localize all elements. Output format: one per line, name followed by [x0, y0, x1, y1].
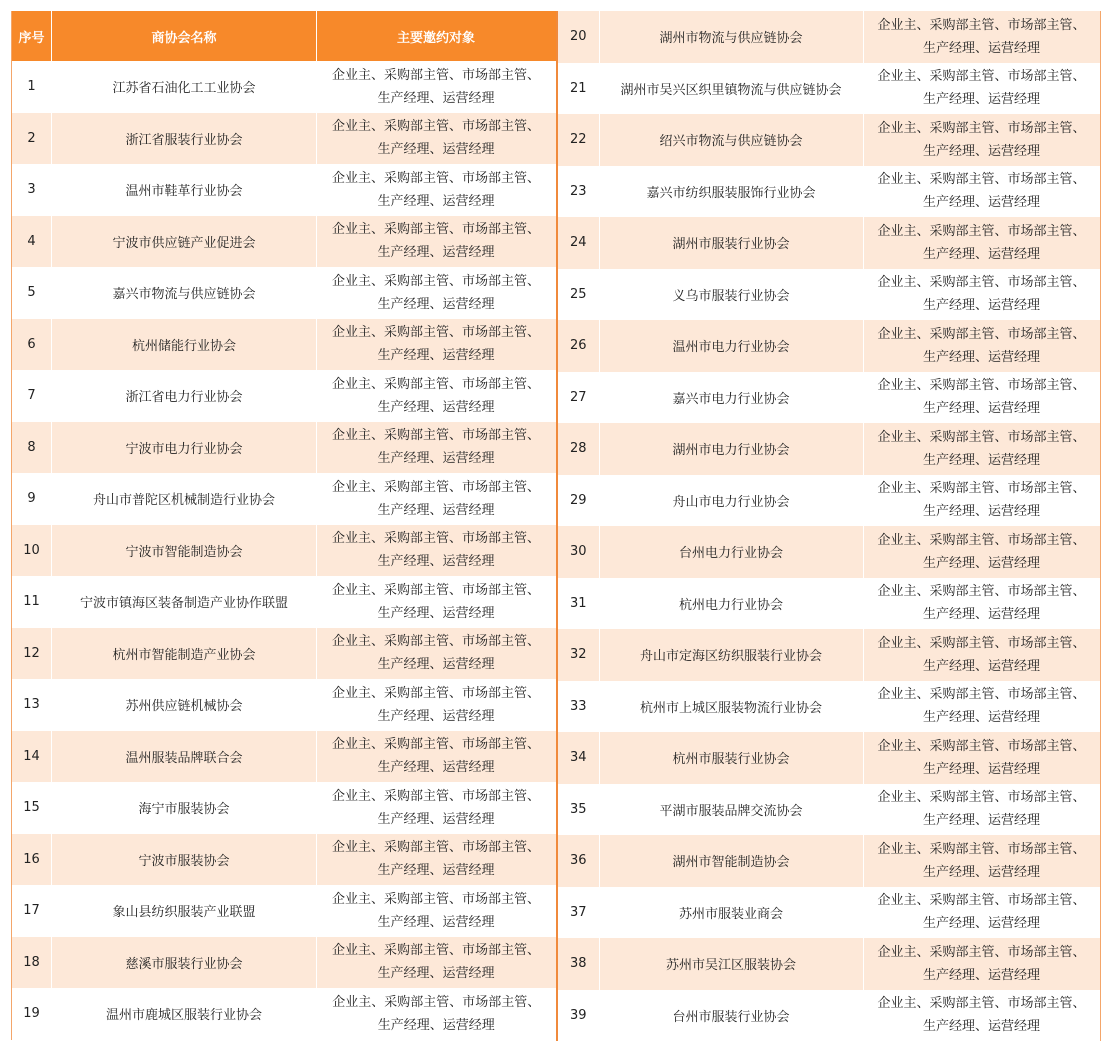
association-name: 舟山市电力行业协会	[599, 475, 863, 527]
row-number: 23	[557, 166, 599, 218]
row-number: 31	[557, 578, 599, 630]
invite-target-line2: 生产经理、运营经理	[922, 246, 1040, 262]
invite-target	[863, 990, 1100, 1042]
association-name: 绍兴市物流与供应链协会	[599, 114, 863, 166]
invite-target-line1: 企业主、采购部主管、市场部主管、	[331, 531, 540, 547]
table-row	[12, 319, 556, 371]
header-no: 序号	[12, 11, 52, 61]
association-name: 慈溪市服装行业协会	[52, 937, 317, 989]
invite-target	[317, 61, 556, 113]
row-number: 19	[12, 988, 52, 1040]
invite-target-line1: 企业主、采购部主管、市场部主管、	[331, 891, 540, 907]
table-row	[557, 423, 1100, 475]
invite-target-line1: 企业主、采购部主管、市场部主管、	[331, 170, 540, 186]
invite-target-line2: 生产经理、运营经理	[377, 348, 495, 364]
invite-target-line2: 生产经理、运营经理	[377, 811, 495, 827]
invite-target-line1: 企业主、采购部主管、市场部主管、	[331, 222, 540, 238]
invite-target	[317, 628, 556, 680]
table-row	[12, 782, 556, 834]
invite-target-line1: 企业主、采购部主管、市场部主管、	[877, 532, 1086, 548]
invite-target	[863, 269, 1100, 321]
invite-target-line1: 企业主、采购部主管、市场部主管、	[877, 69, 1086, 85]
row-number: 26	[557, 320, 599, 372]
invite-target-line1: 企业主、采购部主管、市场部主管、	[877, 223, 1086, 239]
invite-target	[317, 988, 556, 1040]
table-row	[557, 114, 1100, 166]
table-row	[557, 269, 1100, 321]
association-name: 杭州市智能制造产业协会	[52, 628, 317, 680]
association-name: 台州电力行业协会	[599, 526, 863, 578]
invite-target-line1: 企业主、采购部主管、市场部主管、	[877, 275, 1086, 291]
association-name: 湖州市服装行业协会	[599, 217, 863, 269]
association-name: 宁波市供应链产业促进会	[52, 216, 317, 268]
invite-target-line2: 生产经理、运营经理	[922, 864, 1040, 880]
table-row	[557, 217, 1100, 269]
invite-target	[317, 525, 556, 577]
row-number: 16	[12, 834, 52, 886]
invite-target-line1: 企业主、采购部主管、市场部主管、	[331, 788, 540, 804]
invite-target-line2: 生产经理、运营经理	[922, 555, 1040, 571]
table-row	[557, 835, 1100, 887]
row-number: 32	[557, 629, 599, 681]
association-name: 舟山市普陀区机械制造行业协会	[52, 473, 317, 525]
association-name: 浙江省服装行业协会	[52, 113, 317, 165]
row-number: 6	[12, 319, 52, 371]
invite-target	[863, 681, 1100, 733]
table-row	[557, 578, 1100, 630]
row-number: 7	[12, 370, 52, 422]
invite-target	[863, 475, 1100, 527]
invite-target-line2: 生产经理、运营经理	[922, 607, 1040, 623]
association-name: 苏州市吴江区服装协会	[599, 938, 863, 990]
invite-target-line2: 生产经理、运营经理	[922, 761, 1040, 777]
invite-target-line1: 企业主、采购部主管、市场部主管、	[331, 634, 540, 650]
table-row	[557, 732, 1100, 784]
table-row	[12, 988, 556, 1040]
invite-target-line2: 生产经理、运营经理	[922, 916, 1040, 932]
invite-target-line1: 企业主、采购部主管、市场部主管、	[331, 67, 540, 83]
association-name: 湖州市电力行业协会	[599, 423, 863, 475]
association-name: 宁波市智能制造协会	[52, 525, 317, 577]
invite-target-line2: 生产经理、运营经理	[922, 92, 1040, 108]
association-name: 湖州市物流与供应链协会	[599, 11, 863, 63]
table-row	[557, 63, 1100, 115]
row-number: 38	[557, 938, 599, 990]
invite-target	[317, 782, 556, 834]
row-number: 11	[12, 576, 52, 628]
table-row	[12, 834, 556, 886]
invite-target	[317, 164, 556, 216]
row-number: 20	[557, 11, 599, 63]
invite-target-line2: 生产经理、运营经理	[377, 605, 495, 621]
table-row	[12, 628, 556, 680]
invite-target-line2: 生产经理、运营经理	[377, 760, 495, 776]
table-row	[557, 887, 1100, 939]
table-row	[12, 61, 556, 113]
table-row	[12, 164, 556, 216]
invite-target	[863, 166, 1100, 218]
invite-target-line2: 生产经理、运营经理	[922, 967, 1040, 983]
invite-target	[317, 473, 556, 525]
invite-target-line2: 生产经理、运营经理	[377, 399, 495, 415]
table-row	[557, 320, 1100, 372]
invite-target-line1: 企业主、采购部主管、市场部主管、	[331, 325, 540, 341]
association-name: 嘉兴市物流与供应链协会	[52, 267, 317, 319]
invite-target-line1: 企业主、采购部主管、市场部主管、	[331, 428, 540, 444]
table-row	[557, 990, 1100, 1042]
invite-target	[317, 731, 556, 783]
invite-target-line2: 生产经理、运营经理	[922, 298, 1040, 314]
row-number: 1	[12, 61, 52, 113]
invite-target-line1: 企业主、采购部主管、市场部主管、	[877, 326, 1086, 342]
invite-target-line1: 企业主、采购部主管、市场部主管、	[331, 376, 540, 392]
table-row	[557, 475, 1100, 527]
invite-target	[863, 578, 1100, 630]
association-name: 江苏省石油化工工业协会	[52, 61, 317, 113]
association-name: 义乌市服装行业协会	[599, 269, 863, 321]
invite-target-line1: 企业主、采购部主管、市场部主管、	[877, 996, 1086, 1012]
invite-target	[317, 834, 556, 886]
row-number: 36	[557, 835, 599, 887]
row-number: 15	[12, 782, 52, 834]
association-name: 苏州市服装业商会	[599, 887, 863, 939]
invite-target-line2: 生产经理、运营经理	[377, 90, 495, 106]
table-row	[557, 784, 1100, 836]
header-name: 商协会名称	[52, 11, 317, 61]
table-row	[557, 166, 1100, 218]
row-number: 4	[12, 216, 52, 268]
row-number: 12	[12, 628, 52, 680]
table-row	[557, 526, 1100, 578]
row-number: 39	[557, 990, 599, 1042]
invite-target-line1: 企业主、采购部主管、市场部主管、	[877, 635, 1086, 651]
invite-target-line1: 企业主、采购部主管、市场部主管、	[331, 479, 540, 495]
invite-target-line2: 生产经理、运营经理	[922, 195, 1040, 211]
invite-target-line1: 企业主、采购部主管、市场部主管、	[331, 737, 540, 753]
invite-target-line1: 企业主、采购部主管、市场部主管、	[877, 687, 1086, 703]
association-name: 湖州市智能制造协会	[599, 835, 863, 887]
invite-target-line1: 企业主、采购部主管、市场部主管、	[877, 172, 1086, 188]
header-target: 主要邀约对象	[317, 11, 556, 61]
invite-target-line1: 企业主、采购部主管、市场部主管、	[877, 738, 1086, 754]
association-table-left	[11, 11, 556, 1040]
invite-target-line1: 企业主、采购部主管、市场部主管、	[877, 481, 1086, 497]
row-number: 34	[557, 732, 599, 784]
invite-target-line2: 生产经理、运营经理	[377, 657, 495, 673]
row-number: 2	[12, 113, 52, 165]
invite-target	[317, 113, 556, 165]
table-row	[12, 422, 556, 474]
invite-target	[863, 320, 1100, 372]
association-name: 宁波市电力行业协会	[52, 422, 317, 474]
association-name: 嘉兴市纺织服装服饰行业协会	[599, 166, 863, 218]
row-number: 35	[557, 784, 599, 836]
invite-target-line2: 生产经理、运营经理	[922, 813, 1040, 829]
invite-target-line1: 企业主、采购部主管、市场部主管、	[331, 119, 540, 135]
association-name: 舟山市定海区纺织服装行业协会	[599, 629, 863, 681]
table-row	[557, 681, 1100, 733]
association-name: 湖州市吴兴区织里镇物流与供应链协会	[599, 63, 863, 115]
invite-target-line2: 生产经理、运营经理	[377, 1017, 495, 1033]
row-number: 5	[12, 267, 52, 319]
association-name: 台州市服装行业协会	[599, 990, 863, 1042]
association-name: 海宁市服装协会	[52, 782, 317, 834]
invite-target-line1: 企业主、采购部主管、市场部主管、	[331, 582, 540, 598]
invite-target-line2: 生产经理、运营经理	[377, 966, 495, 982]
row-number: 18	[12, 937, 52, 989]
association-name: 杭州储能行业协会	[52, 319, 317, 371]
invite-target-line2: 生产经理、运营经理	[377, 863, 495, 879]
table-row	[12, 525, 556, 577]
association-name: 平湖市服装品牌交流协会	[599, 784, 863, 836]
row-number: 8	[12, 422, 52, 474]
invite-target-line2: 生产经理、运营经理	[922, 504, 1040, 520]
invite-target-line2: 生产经理、运营经理	[922, 1019, 1040, 1035]
invite-target	[317, 422, 556, 474]
invite-target-line1: 企业主、采购部主管、市场部主管、	[331, 273, 540, 289]
row-number: 21	[557, 63, 599, 115]
row-number: 33	[557, 681, 599, 733]
invite-target-line2: 生产经理、运营经理	[377, 296, 495, 312]
invite-target	[317, 267, 556, 319]
invite-target-line1: 企业主、采购部主管、市场部主管、	[877, 944, 1086, 960]
row-number: 25	[557, 269, 599, 321]
association-name: 象山县纺织服装产业联盟	[52, 885, 317, 937]
table-row	[12, 731, 556, 783]
association-table-right	[556, 11, 1101, 1041]
invite-target-line1: 企业主、采购部主管、市场部主管、	[331, 943, 540, 959]
invite-target-line1: 企业主、采购部主管、市场部主管、	[877, 429, 1086, 445]
table-row	[12, 473, 556, 525]
table-row	[12, 679, 556, 731]
association-name: 宁波市服装协会	[52, 834, 317, 886]
association-name: 温州市电力行业协会	[599, 320, 863, 372]
invite-target	[863, 938, 1100, 990]
invite-target-line1: 企业主、采购部主管、市场部主管、	[877, 841, 1086, 857]
invite-target	[863, 732, 1100, 784]
association-name: 温州市鞋革行业协会	[52, 164, 317, 216]
invite-target	[863, 887, 1100, 939]
invite-target	[863, 835, 1100, 887]
invite-target	[863, 114, 1100, 166]
invite-target-line2: 生产经理、运营经理	[377, 193, 495, 209]
invite-target-line1: 企业主、采购部主管、市场部主管、	[877, 893, 1086, 909]
table-header-row	[12, 11, 556, 61]
association-name: 宁波市镇海区装备制造产业协作联盟	[52, 576, 317, 628]
invite-target	[863, 423, 1100, 475]
row-number: 14	[12, 731, 52, 783]
invite-target	[863, 372, 1100, 424]
row-number: 13	[12, 679, 52, 731]
invite-target	[863, 11, 1100, 63]
table-row	[12, 113, 556, 165]
invite-target-line1: 企业主、采购部主管、市场部主管、	[877, 790, 1086, 806]
invite-target-line2: 生产经理、运营经理	[377, 451, 495, 467]
table-row	[557, 11, 1100, 63]
invite-target-line2: 生产经理、运营经理	[377, 708, 495, 724]
row-number: 30	[557, 526, 599, 578]
row-number: 29	[557, 475, 599, 527]
table-row	[12, 267, 556, 319]
invite-target-line2: 生产经理、运营经理	[377, 554, 495, 570]
invite-target-line1: 企业主、采购部主管、市场部主管、	[877, 17, 1086, 33]
invite-target-line2: 生产经理、运营经理	[922, 710, 1040, 726]
row-number: 28	[557, 423, 599, 475]
invite-target-line2: 生产经理、运营经理	[377, 142, 495, 158]
invite-target	[863, 784, 1100, 836]
row-number: 27	[557, 372, 599, 424]
association-name: 杭州电力行业协会	[599, 578, 863, 630]
row-number: 37	[557, 887, 599, 939]
table-row	[557, 629, 1100, 681]
invite-target	[863, 217, 1100, 269]
row-number: 24	[557, 217, 599, 269]
association-name: 杭州市服装行业协会	[599, 732, 863, 784]
invite-target-line1: 企业主、采购部主管、市场部主管、	[331, 685, 540, 701]
invite-target	[317, 679, 556, 731]
invite-target-line2: 生产经理、运营经理	[922, 401, 1040, 417]
invite-target-line2: 生产经理、运营经理	[922, 452, 1040, 468]
invite-target-line1: 企业主、采购部主管、市场部主管、	[877, 378, 1086, 394]
invite-target-line1: 企业主、采购部主管、市场部主管、	[331, 840, 540, 856]
association-name: 浙江省电力行业协会	[52, 370, 317, 422]
association-name: 杭州市上城区服装物流行业协会	[599, 681, 863, 733]
invite-target	[317, 216, 556, 268]
table-row	[557, 372, 1100, 424]
invite-target-line1: 企业主、采购部主管、市场部主管、	[877, 120, 1086, 136]
invite-target-line1: 企业主、采购部主管、市场部主管、	[877, 584, 1086, 600]
invite-target-line1: 企业主、采购部主管、市场部主管、	[332, 994, 541, 1010]
invite-target-line2: 生产经理、运营经理	[377, 502, 495, 518]
invite-target-line2: 生产经理、运营经理	[922, 40, 1040, 56]
association-name: 温州服装品牌联合会	[52, 731, 317, 783]
association-name: 温州市鹿城区服装行业协会	[52, 988, 317, 1040]
invite-target	[317, 370, 556, 422]
row-number: 17	[12, 885, 52, 937]
row-number: 22	[557, 114, 599, 166]
table-row	[12, 937, 556, 989]
invite-target-line2: 生产经理、运营经理	[922, 349, 1040, 365]
table-row	[12, 885, 556, 937]
invite-target-line2: 生产经理、运营经理	[922, 658, 1040, 674]
row-number: 3	[12, 164, 52, 216]
table-row	[12, 576, 556, 628]
invite-target	[863, 63, 1100, 115]
association-name: 嘉兴市电力行业协会	[599, 372, 863, 424]
invite-target-line2: 生产经理、运营经理	[922, 143, 1040, 159]
table-row	[12, 370, 556, 422]
invite-target	[317, 576, 556, 628]
invite-target	[317, 937, 556, 989]
table-row	[557, 938, 1100, 990]
invite-target	[863, 526, 1100, 578]
invite-target	[863, 629, 1100, 681]
table-row	[12, 216, 556, 268]
invite-target-line2: 生产经理、运营经理	[377, 245, 495, 261]
association-name: 苏州供应链机械协会	[52, 679, 317, 731]
invite-target	[317, 885, 556, 937]
invite-target-line2: 生产经理、运营经理	[377, 914, 495, 930]
row-number: 9	[12, 473, 52, 525]
row-number: 10	[12, 525, 52, 577]
invite-target	[317, 319, 556, 371]
